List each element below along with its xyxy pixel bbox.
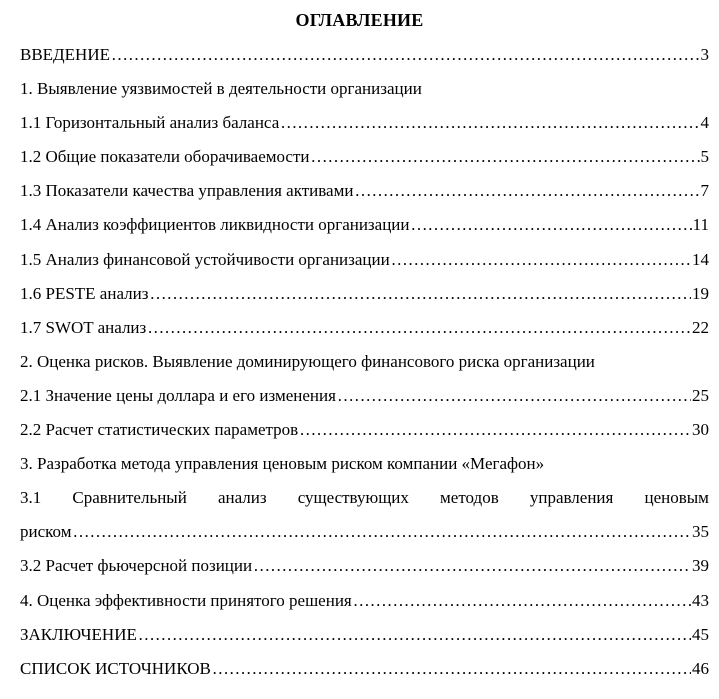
toc-entry-text: 4. Оценка эффективности принятого решения: [20, 590, 352, 610]
toc-entry: [20, 417, 709, 451]
toc-word: методов: [440, 488, 499, 508]
toc-entry: [20, 656, 709, 690]
toc-page-number: 22: [692, 317, 709, 337]
toc-entry-text: 1.2 Общие показатели оборачиваемости: [20, 147, 310, 167]
dot-leader: [411, 212, 692, 238]
toc-word: 3.1: [20, 488, 42, 508]
toc-entry: [20, 622, 709, 656]
toc-entry-text: 1.5 Анализ финансовой устойчивости организации: [20, 249, 390, 269]
toc-word: анализ: [217, 488, 267, 508]
toc-page-number: 25: [692, 385, 709, 405]
dot-leader: [147, 315, 691, 341]
toc-entry-text: 1.1 Горизонтальный анализ баланса: [20, 113, 280, 133]
toc-entry: [20, 588, 709, 622]
toc-page-number: 4: [700, 113, 709, 133]
toc-entry-text: СПИСОК ИСТОЧНИКОВ: [20, 658, 211, 678]
dot-leader: [111, 42, 700, 68]
toc-entry-text: 2. Оценка рисков. Выявление доминирующего финансового риска организации: [20, 351, 595, 371]
toc-entry: [20, 553, 709, 587]
toc-entry: [20, 247, 709, 281]
toc-entry: [20, 451, 709, 485]
toc-page-number: 35: [692, 522, 709, 542]
dot-leader: [353, 588, 691, 614]
toc-entry-text: ЗАКЛЮЧЕНИЕ: [20, 624, 137, 644]
toc-entry: [20, 212, 709, 246]
toc-page-number: 14: [692, 249, 709, 269]
dot-leader: [149, 281, 691, 307]
toc-page-number: 39: [692, 556, 709, 576]
dot-leader: [212, 656, 691, 682]
toc-entry: [20, 519, 709, 553]
toc-entry-text: [20, 485, 709, 511]
page-title: ОГЛАВЛЕНИЕ: [295, 10, 424, 30]
toc-page-number: 7: [700, 181, 709, 201]
toc-word: существующих: [297, 488, 409, 508]
toc-page-number: 30: [692, 420, 709, 440]
dot-leader: [138, 622, 691, 648]
toc-word: управления: [529, 488, 614, 508]
toc-entry: [20, 42, 709, 76]
dot-leader: [299, 417, 691, 443]
toc-entry-text: 2.1 Значение цены доллара и его изменения: [20, 385, 336, 405]
toc-page-number: 3: [700, 45, 709, 64]
toc-entry: [20, 110, 709, 144]
dot-leader: [391, 247, 691, 273]
dot-leader: [280, 110, 699, 136]
toc-entry-text: 3. Разработка метода управления ценовым риском компании «Мегафон»: [20, 454, 545, 474]
toc-page-number: 43: [692, 590, 709, 610]
toc-word: ценовым: [644, 488, 709, 508]
toc-entry: [20, 178, 709, 212]
dot-leader: [72, 519, 691, 545]
toc-entry: [20, 281, 709, 315]
toc-entry-text: 2.2 Расчет статистических параметров: [20, 420, 299, 440]
toc-word: Сравнительный: [72, 488, 187, 508]
toc-page-number: 5: [700, 147, 709, 167]
toc-page-number: 46: [692, 658, 709, 678]
toc-entry: [20, 144, 709, 178]
toc-entry-text: 3.2 Расчет фьючерсной позиции: [20, 556, 253, 576]
toc-entry-text: риском: [20, 522, 72, 542]
dot-leader: [253, 553, 691, 579]
toc-entry-text: 1. Выявление уязвимостей в деятельности организации: [20, 79, 422, 99]
dot-leader: [311, 144, 700, 170]
toc-entry-text: 1.7 SWOT анализ: [20, 317, 147, 337]
table-of-contents: [20, 42, 709, 690]
toc-entry: [20, 349, 709, 383]
toc-page-number: 11: [692, 215, 709, 235]
toc-entry: [20, 315, 709, 349]
dot-leader: [337, 383, 691, 409]
toc-entry: [20, 383, 709, 417]
toc-entry-text: 1.6 PESTE анализ: [20, 283, 149, 303]
toc-entry-text: ВВЕДЕНИЕ: [20, 45, 110, 64]
toc-page-number: 19: [692, 283, 709, 303]
toc-entry: [20, 485, 709, 519]
toc-page-number: 45: [692, 624, 709, 644]
toc-entry-text: 1.4 Анализ коэффициентов ликвидности организации: [20, 215, 410, 235]
dot-leader: [354, 178, 699, 204]
toc-entry-text: 1.3 Показатели качества управления активами: [20, 181, 354, 201]
toc-entry: [20, 76, 709, 110]
